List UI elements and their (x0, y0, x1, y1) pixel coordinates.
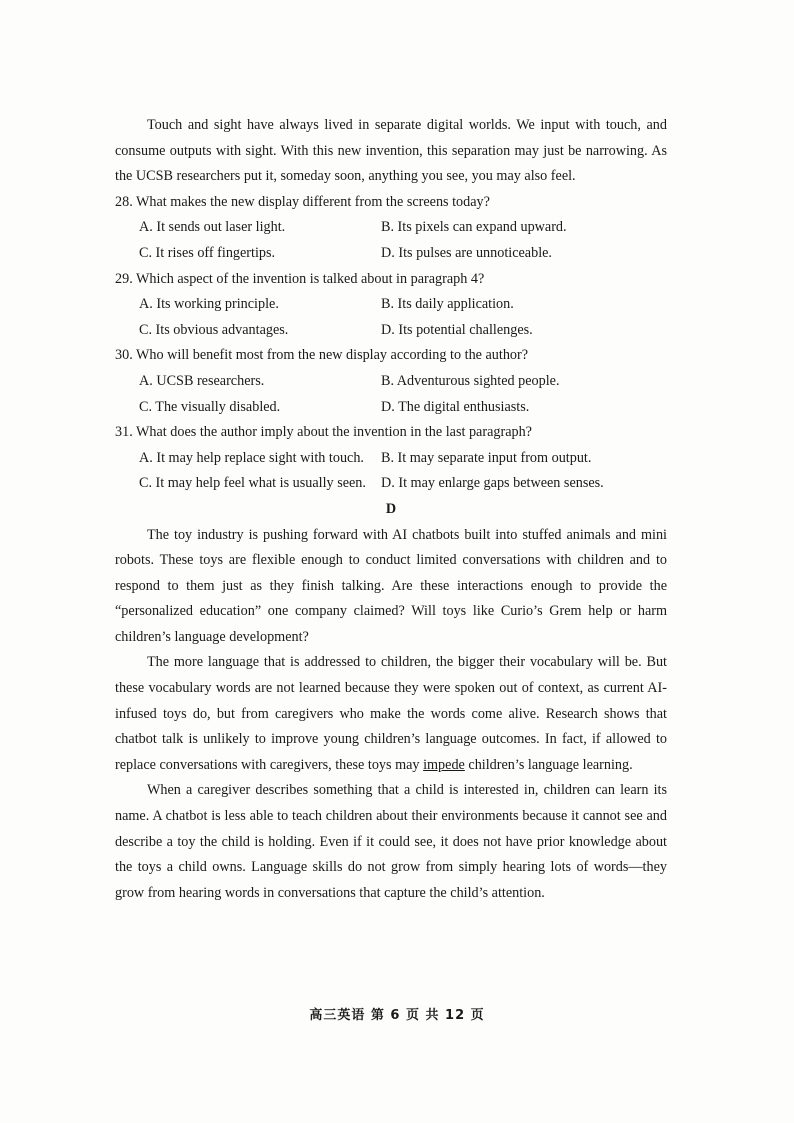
option-b: B. Its daily application. (381, 296, 514, 313)
question-stem: 31. What does the author imply about the invention in the last paragraph? (115, 424, 532, 441)
option-a: A. It sends out laser light. (139, 219, 286, 236)
question-29 (115, 267, 667, 344)
paragraph-text: children’s language learning. (464, 756, 633, 773)
option-d: D. It may enlarge gaps between senses. (381, 475, 604, 492)
page-footer: 高三英语 第 6 页 共 12 页 (309, 1008, 485, 1023)
section-label-d: D (385, 500, 397, 517)
option-b: B. It may separate input from output. (381, 449, 592, 466)
option-row (115, 395, 667, 421)
option-row (115, 471, 667, 497)
option-c: C. The visually disabled. (139, 398, 281, 415)
question-stem: 28. What makes the new display different from the screens today? (115, 193, 490, 210)
question-31 (115, 420, 667, 497)
underlined-word: impede (423, 756, 465, 773)
option-b: B. Its pixels can expand upward. (381, 219, 567, 236)
option-d: D. The digital enthusiasts. (381, 398, 530, 415)
option-row (115, 241, 667, 267)
question-stem: 30. Who will benefit most from the new display according to the author? (115, 347, 529, 364)
option-d: D. Its pulses are unnoticeable. (381, 244, 552, 261)
passage-d-paragraph-2 (115, 650, 667, 778)
passage-d-paragraph-1: The toy industry is pushing forward with AI chatbots built into stuffed animals and mini robots. These toys are flexible enough to conduct limited conversations with children and to respond to them just as they finish talking. Are these interactions enough to provide the “personalized education” one company claimed? Will toys like Curio’s Grem help or harm children’s language development? (115, 526, 667, 645)
question-stem: 29. Which aspect of the invention is talked about in paragraph 4? (115, 270, 485, 287)
option-row (115, 446, 667, 472)
passage-d-paragraph-3: When a caregiver describes something that a child is interested in, children can learn its name. A chatbot is less able to teach children about their environments because it cannot see and describe a toy the child is holding. Even if it could see, it does not have prior knowledge about the toys a child owns. Language skills do not grow from simply hearing lots of words—they grow from hearing words in conversations that capture the child’s attention. (115, 782, 667, 901)
option-a: A. UCSB researchers. (139, 372, 265, 389)
option-a: A. Its working principle. (139, 296, 279, 313)
paragraph-text: The more language that is addressed to children, the bigger their vocabulary will be. But these vocabulary words are not learned because they were spoken out of context, as current AI-infused toys do, but from caregivers who make the words come alive. Research shows that chatbot talk is unlikely to improve young children’s language outcomes. In fact, if allowed to replace conversations with caregivers, these toys may (115, 654, 667, 773)
option-a: A. It may help replace sight with touch. (139, 449, 364, 466)
option-c: C. Its obvious advantages. (139, 321, 289, 338)
page-content (115, 113, 667, 906)
question-30 (115, 343, 667, 420)
option-row (115, 292, 667, 318)
option-c: C. It may help feel what is usually seen. (139, 475, 366, 492)
option-c: C. It rises off fingertips. (139, 244, 276, 261)
option-d: D. Its potential challenges. (381, 321, 533, 338)
question-28 (115, 190, 667, 267)
option-row (115, 215, 667, 241)
option-row (115, 369, 667, 395)
passage-c-closing-paragraph: Touch and sight have always lived in separate digital worlds. We input with touch, and consume outputs with sight. With this new invention, this separation may just be narrowing. As the UCSB researchers put it, someday soon, anything you see, you may also feel. (115, 117, 667, 185)
option-b: B. Adventurous sighted people. (381, 372, 560, 389)
option-row (115, 318, 667, 344)
